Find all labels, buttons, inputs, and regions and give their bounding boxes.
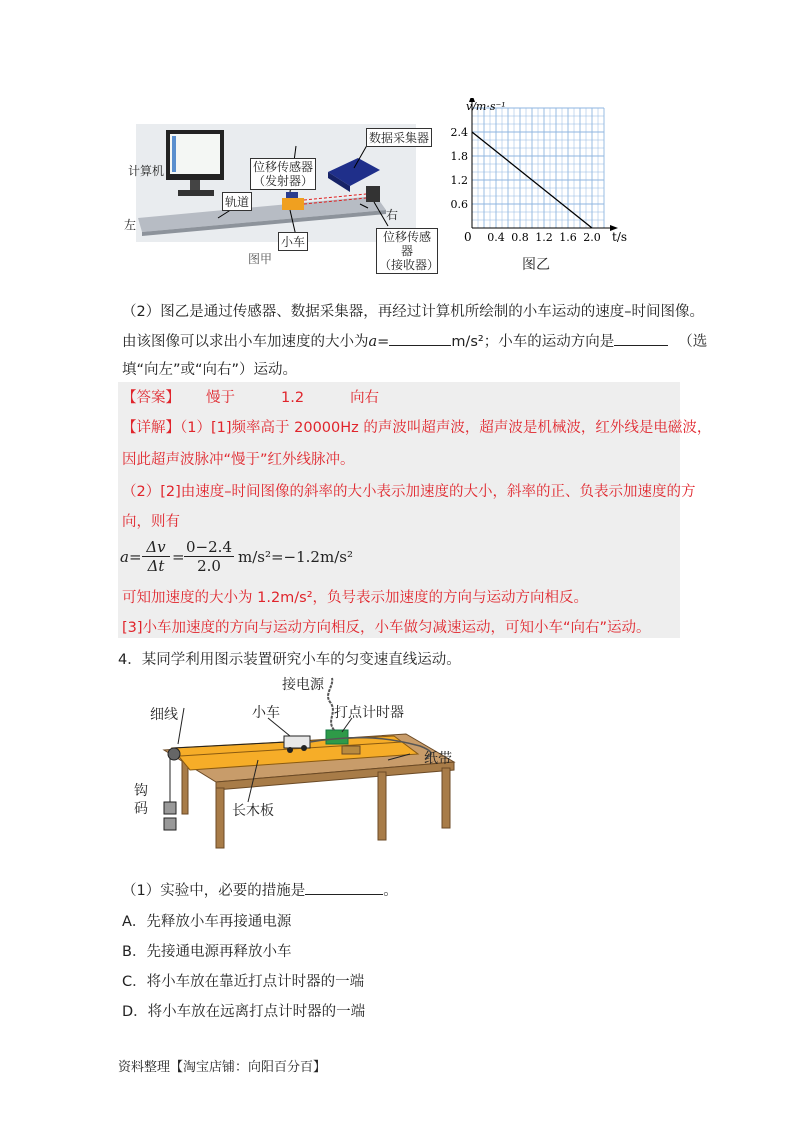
x-axis-label: t/s: [612, 230, 628, 244]
explain-line2: 因此超声波脉冲“慢于”红外线脉冲。: [122, 452, 355, 468]
label-sensor-rx-line2: （接收器）: [379, 258, 440, 272]
formula-eq2: =: [172, 548, 185, 566]
label-sensor-tx-line2: （发射器）: [253, 174, 314, 188]
formula-den1: Δt: [147, 557, 165, 575]
q4-option-c: C．将小车放在靠近打点计时器的一端: [122, 974, 365, 990]
y-axis-label: v/m·s⁻¹: [466, 100, 506, 113]
q2-line2: [122, 331, 707, 352]
q4-option-d: D．将小车放在远离打点计时器的一端: [122, 1004, 366, 1020]
answer-blank-acceleration[interactable]: [389, 331, 451, 346]
formula-rhs: m/s²=−1.2m/s²: [238, 548, 353, 566]
explain-line6: [3]小车加速度的方向与运动方向相反，小车做匀减速运动，可知小车“向右”运动。: [122, 620, 651, 636]
label-right: 右: [386, 208, 399, 222]
formula-frac2: [184, 538, 234, 575]
explain-line5: 可知加速度的大小为 1.2m/s²，负号表示加速度的方向与运动方向相反。: [122, 590, 589, 606]
caption-yi: 图乙: [522, 257, 550, 273]
q2-unit-text: m/s²；小车的运动方向是: [451, 334, 615, 350]
explain-line4: 向，则有: [122, 514, 180, 530]
label-sensor-rx: [376, 228, 438, 274]
answer-label: 【答案】: [122, 390, 180, 406]
q4-label-hook1: 钩: [134, 783, 148, 799]
q4-sub1-text: （1）实验中，必要的措施是: [122, 883, 306, 899]
q4-sub1: [122, 880, 398, 901]
q2-line1: （2）图乙是通过传感器、数据采集器，再经过计算机所绘制的小车运动的速度–时间图像。: [122, 304, 704, 320]
formula-den2: 2.0: [197, 557, 221, 575]
y-tick-label: 1.8: [450, 150, 468, 163]
y-tick-label: 1.2: [450, 174, 468, 187]
answer-line: [122, 388, 379, 408]
q4-label-hook2: 码: [134, 801, 148, 817]
formula-frac1: [142, 538, 170, 575]
label-computer: 计算机: [128, 164, 165, 178]
figure-q4-drawing: [120, 674, 460, 864]
figure-q4: [120, 674, 460, 864]
x-tick-label: 0.8: [511, 231, 529, 244]
x-tick-label: 2.0: [583, 231, 601, 244]
q4-sub1-end: 。: [383, 883, 398, 899]
answer-blank-q4[interactable]: [305, 880, 383, 895]
formula-num1: Δv: [142, 538, 170, 557]
q2-line3: 填“向左”或“向右”）运动。: [122, 362, 298, 378]
explain-line1: [122, 418, 711, 438]
q2-var-a: a: [368, 334, 378, 350]
q4-label-timer: 打点计时器: [334, 705, 404, 721]
x-tick-label: 0.4: [487, 231, 505, 244]
answer-1: 慢于: [206, 390, 235, 406]
label-track: 轨道: [222, 192, 252, 211]
label-cart: 小车: [278, 232, 308, 251]
q4-label-power: 接电源: [282, 677, 324, 693]
q4-label-board: 长木板: [232, 803, 274, 819]
x-tick-label: 1.6: [559, 231, 577, 244]
figure-yi: [444, 98, 634, 276]
label-left: 左: [124, 218, 137, 232]
figure-jia: [118, 118, 438, 270]
y-tick-label: 2.4: [450, 126, 468, 139]
q4-option-a: A．先释放小车再接通电源: [122, 914, 292, 930]
label-sensor-tx-line1: 位移传感器: [253, 160, 314, 174]
vt-chart: [444, 98, 634, 276]
y-tick-label: 0.6: [450, 198, 468, 211]
q4-label-string: 细线: [150, 707, 178, 723]
answer-2: 1.2: [281, 390, 305, 406]
q2-end-text: （选: [678, 334, 708, 350]
explain-line3: （2）[2]由速度–时间图像的斜率的大小表示加速度的大小，斜率的正、负表示加速度的方: [122, 484, 696, 500]
q2-eq: =: [377, 334, 390, 350]
footer: 资料整理【淘宝店铺：向阳百分百】: [118, 1060, 327, 1075]
q4-option-b: B．先接通电源再释放小车: [122, 944, 292, 960]
answer-blank-direction[interactable]: [614, 331, 668, 346]
formula-lhs-var: a: [120, 548, 129, 566]
label-sensor-rx-line1: 位移传感器: [382, 230, 431, 258]
q4-label-cart: 小车: [252, 705, 280, 721]
explain-p1a: （1）[1]频率高于 20000Hz 的声波叫超声波，超声波是机械波，红外线是电磁波，: [180, 420, 712, 436]
label-daq: 数据采集器: [366, 128, 432, 147]
origin-label: 0: [464, 230, 472, 244]
x-tick-label: 1.2: [535, 231, 553, 244]
explain-label: 【详解】: [122, 420, 180, 436]
caption-jia: 图甲: [248, 252, 273, 266]
formula-num2: 0−2.4: [184, 538, 234, 557]
label-sensor-tx: [250, 158, 316, 190]
q4-title: 4．某同学利用图示装置研究小车的匀变速直线运动。: [118, 652, 461, 668]
answer-3: 向右: [350, 390, 380, 406]
formula-lhs: a=: [120, 548, 142, 566]
q2-line2-text: 由该图像可以求出小车加速度的大小为: [122, 334, 369, 350]
q4-label-tape: 纸带: [424, 751, 452, 767]
